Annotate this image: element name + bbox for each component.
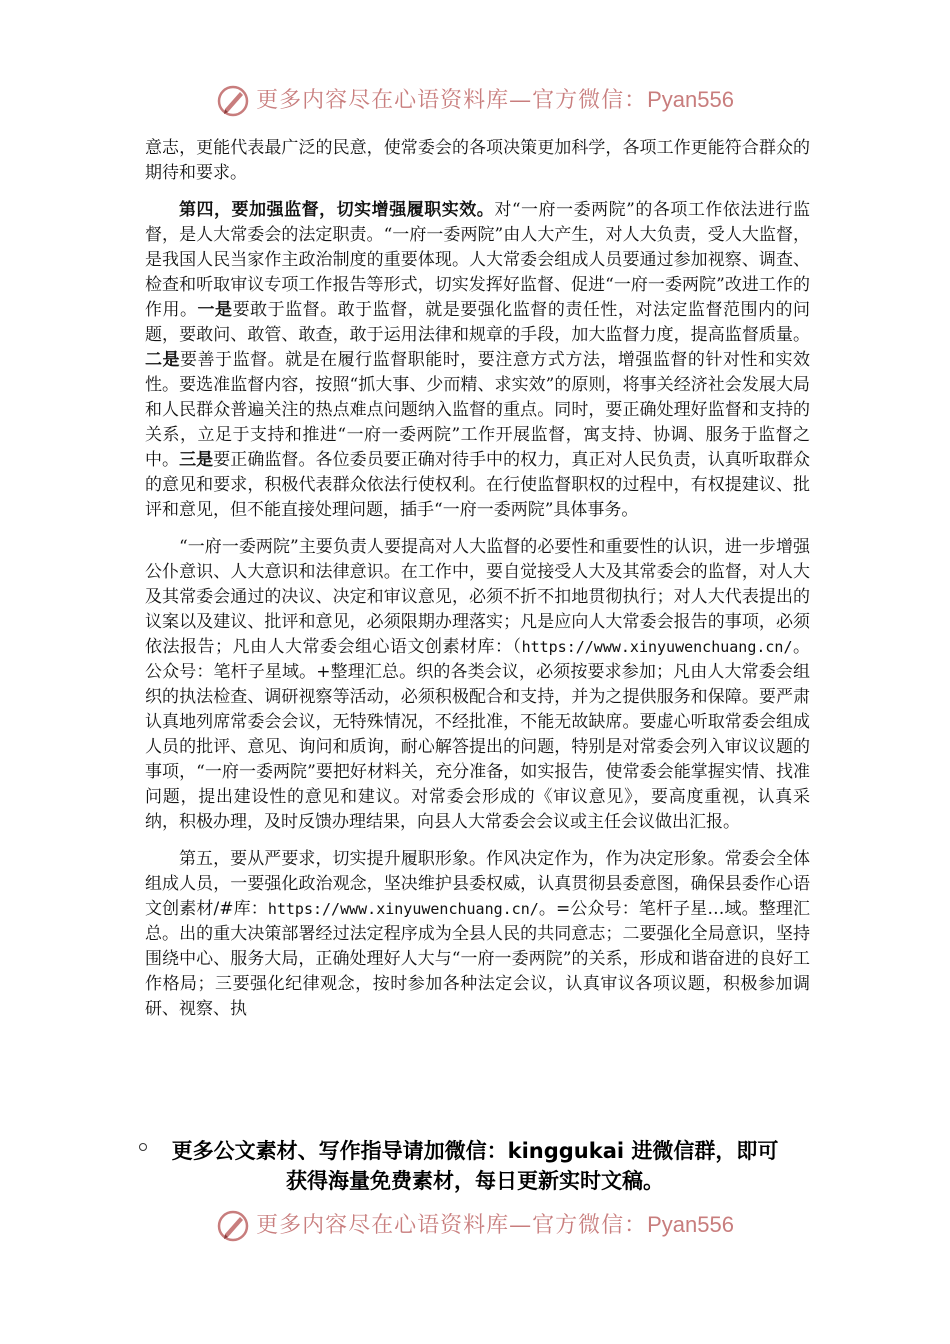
paragraph-text: 要正确监督。各位委员要正确对待手中的权力，真正对人民负责，认真听取群众的意见和要求，积极代表群众依法行使权利。在行使监督职权的过程中，有权提建议、批评和意见，但不能直接处理问题，插手“一府一委两院”具体事务。	[145, 450, 811, 520]
promo-line-2: 获得海量免费素材，每日更新实时文稿。	[286, 1169, 664, 1193]
section-heading: 第四，要加强监督，切实增强履职实效。	[179, 200, 495, 220]
keyword-third: 三是	[179, 450, 214, 470]
footer-banner	[0, 1208, 950, 1243]
promo-block	[140, 1136, 810, 1196]
paragraph-fourth	[145, 198, 810, 523]
promo-line-1: 更多公文素材、写作指导请加微信：kinggukai 进微信群，即可	[171, 1139, 779, 1163]
paragraph-text: 要善于监督。就是在履行监督职能时，要注意方式方法，增强监督的针对性和实效性。要选准监督内容，按照“抓大事、少而精、求实效”的原则，将事关经济社会发展大局和人民群众普遍关注的热点难点问题纳入监督的重点。同时，要正确处理好监督和支持的关系，立足于支持和推进“一府一委两院”工作开展监督，寓支持、协调、服务于监督之中。	[145, 350, 811, 470]
keyword-first: 一是	[197, 300, 233, 320]
paragraph-text: 要敢于监督。敢于监督，就是要强化监督的责任性，对法定监督范围内的问题，要敢问、敢管、敢查，敢于运用法律和规章的手段，加大监督力度，提高监督质量。	[145, 300, 811, 345]
website-link[interactable]: https://www.xinyuwenchuang.cn/	[267, 900, 539, 918]
paragraph-text: 对“一府一委两院”的各项工作依法进行监督，是人大常委会的法定职责。“一府一委两院”由人大产生，对人大负责，受人大监督，是我国人民当家作主政治制度的重要体现。人大常委会组成人员要通过参加视察、调查、检查和听取审议专项工作报告等形式，切实发挥好监督、促进“一府一委两院”改进工作的作用。	[145, 200, 810, 320]
footer-banner-wechat: Pyan556	[647, 1212, 734, 1237]
paragraph-text: 意志，更能代表最广泛的民意，使常委会的各项决策更加科学，各项工作更能符合群众的期待和要求。	[145, 138, 810, 183]
paragraph-text: 。公众号：笔杆子星域。+整理汇总。织的各类会议，必须按要求参加；凡由人大常委会组织的执法检查、调研视察等活动，必须积极配合和支持，并为之提供服务和保障。要严肃认真地列席常委会会议，无特殊情况，不经批准，不能无故缺席。要虚心听取常委会组成人员的批评、意见、询问和质询，耐心解答提出的问题，特别是对常委会列入审议议题的事项，“一府一委两院”要把好材料关，充分准备，如实报告，使常委会能掌握实情、找准问题，提出建设性的意见和建议。对常委会形成的《审议意见》，要高度重视，认真采纳，积极办理，及时反馈办理结果，向县人大常委会会议或主任会议做出汇报。	[145, 637, 811, 832]
website-link[interactable]: https://www.xinyuwenchuang.cn/	[521, 638, 793, 656]
document-body	[145, 136, 810, 1034]
header-banner	[0, 83, 950, 118]
paragraph-leaders	[145, 535, 810, 835]
paragraph-text: “一府一委两院”主要负责人要提高对人大监督的必要性和重要性的认识，进一步增强公仆意识、人大意识和法律意识。在工作中，要自觉接受人大及其常委会的监督，对人大及其常委会通过的决议、决定和审议意见，必须不折不扣地贯彻执行；对人大代表提出的议案以及建议、批评和意见，必须限期办理落实；凡是应向人大常委会报告的事项，必须依法报告；凡由人大常委会组心语文创素材库：（	[145, 537, 810, 657]
header-banner-wechat: Pyan556	[647, 87, 734, 112]
header-banner-text: 更多内容尽在心语资料库—官方微信：	[256, 88, 648, 113]
footer-banner-text: 更多内容尽在心语资料库—官方微信：	[256, 1213, 648, 1238]
pen-logo-icon	[216, 84, 250, 118]
paragraph-text: 。=公众号：笔杆子星…域。整理汇总。出的重大决策部署经过法定程序成为全县人民的共同意志；二要强化全局意识，坚持围绕中心、服务大局，正确处理好人大与“一府一委两院”的关系，形成和谐奋进的良好工作格局；三要强化纪律观念，按时参加各种法定会议，认真审议各项议题，积极参加调研、视察、执	[145, 899, 810, 1019]
pen-logo-icon	[216, 1209, 250, 1243]
paragraph-fifth	[145, 847, 810, 1022]
paragraph-text: 第五，要从严要求，切实提升履职形象。作风决定作为，作为决定形象。常委会全体组成人员，一要强化政治观念，坚决维护县委权威，认真贯彻县委意图，确保县委作心语文创素材/#库：	[145, 849, 810, 919]
paragraph-continuation	[145, 136, 810, 186]
keyword-second: 二是	[145, 350, 181, 370]
